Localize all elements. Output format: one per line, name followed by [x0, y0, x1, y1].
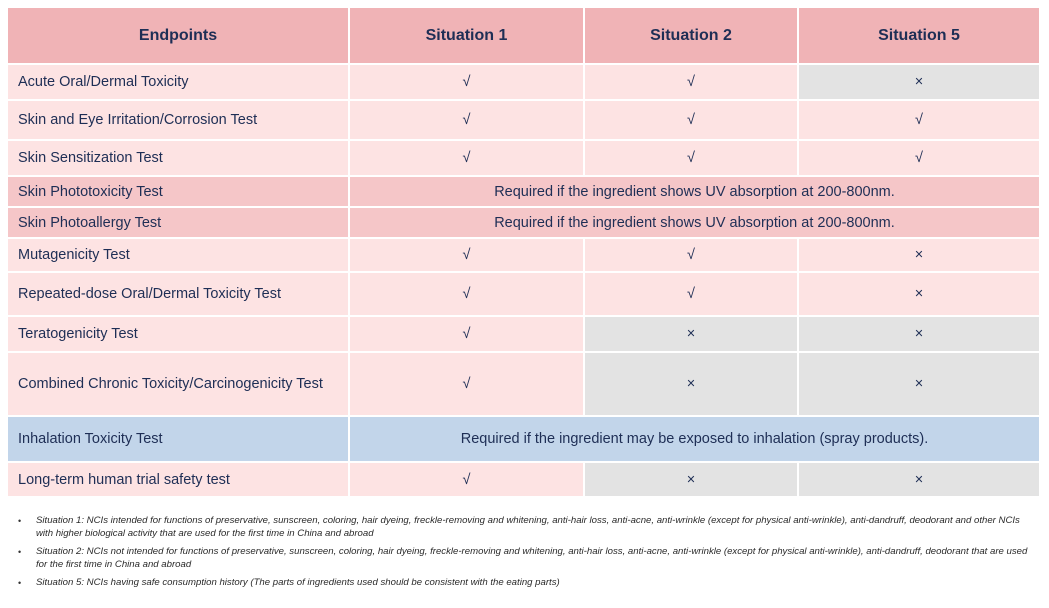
endpoint-cell: Skin Photoallergy Test [8, 208, 350, 239]
footnote-situation-2: • Situation 2: NCIs not intended for functions of preservative, sunscreen, coloring, hair dyeing, freckle-removing and whitening, anti-hair loss, anti-acne, anti-wrinkle (except for physical anti-wrinkle), anti-dandruff, deodorant that are used for the first time in China and abroad [18, 546, 1028, 571]
footnote-situation-1: • Situation 1: NCIs intended for functions of preservative, sunscreen, coloring, hair dyeing, freckle-removing and whitening, anti-hair loss, anti-acne, anti-wrinkle (except for physical anti-wrinkle), anti-dandruff, deodorant and other NCIs with higher biological activity that are used for the first time in China and abroad [18, 515, 1028, 540]
situation-5-cell: √ [799, 101, 1041, 141]
table-header-row [8, 8, 1041, 65]
situation-1-cell: √ [350, 463, 585, 498]
situation-1-cell: √ [350, 317, 585, 353]
endpoint-cell: Mutagenicity Test [8, 239, 350, 273]
situation-5-cell: √ [799, 141, 1041, 177]
situation-2-cell: √ [585, 239, 799, 273]
table-row [8, 417, 1041, 463]
header-situation-5: Situation 5 [799, 8, 1041, 65]
situation-5-cell: × [799, 239, 1041, 273]
situation-5-cell: × [799, 463, 1041, 498]
table-row [8, 177, 1041, 208]
situation-1-cell: √ [350, 273, 585, 317]
situation-2-cell: × [585, 317, 799, 353]
situation-1-cell: √ [350, 353, 585, 417]
situation-2-cell: √ [585, 273, 799, 317]
endpoint-cell: Skin and Eye Irritation/Corrosion Test [8, 101, 350, 141]
requirement-note-cell: Required if the ingredient shows UV absorption at 200-800nm. [350, 208, 1041, 239]
situation-1-cell: √ [350, 101, 585, 141]
requirement-note-cell: Required if the ingredient shows UV absorption at 200-800nm. [350, 177, 1041, 208]
situation-5-cell: × [799, 353, 1041, 417]
situation-5-cell: × [799, 65, 1041, 101]
endpoint-cell: Skin Phototoxicity Test [8, 177, 350, 208]
situation-5-cell: × [799, 317, 1041, 353]
situation-5-cell: × [799, 273, 1041, 317]
endpoint-cell: Combined Chronic Toxicity/Carcinogenicity Test [8, 353, 350, 417]
table-row [8, 463, 1041, 498]
endpoints-table [8, 8, 1041, 498]
table-row [8, 317, 1041, 353]
header-endpoints: Endpoints [8, 8, 350, 65]
endpoint-cell: Teratogenicity Test [8, 317, 350, 353]
footnotes-list [18, 515, 1028, 596]
requirement-note-cell: Required if the ingredient may be exposed to inhalation (spray products). [350, 417, 1041, 463]
situation-1-cell: √ [350, 141, 585, 177]
situation-2-cell: √ [585, 141, 799, 177]
endpoint-cell: Long-term human trial safety test [8, 463, 350, 498]
situation-2-cell: × [585, 463, 799, 498]
endpoint-cell: Acute Oral/Dermal Toxicity [8, 65, 350, 101]
header-situation-2: Situation 2 [585, 8, 799, 65]
table-row [8, 353, 1041, 417]
footnote-situation-5: • Situation 5: NCIs having safe consumption history (The parts of ingredients used should be consistent with the eating parts) [18, 577, 1028, 590]
header-situation-1: Situation 1 [350, 8, 585, 65]
situation-2-cell: × [585, 353, 799, 417]
table-row [8, 273, 1041, 317]
situation-1-cell: √ [350, 239, 585, 273]
endpoint-cell: Inhalation Toxicity Test [8, 417, 350, 463]
situation-2-cell: √ [585, 65, 799, 101]
endpoint-cell: Repeated-dose Oral/Dermal Toxicity Test [8, 273, 350, 317]
situation-2-cell: √ [585, 101, 799, 141]
table-row [8, 101, 1041, 141]
table-row [8, 141, 1041, 177]
endpoint-cell: Skin Sensitization Test [8, 141, 350, 177]
table-row [8, 239, 1041, 273]
table-row [8, 65, 1041, 101]
table-row [8, 208, 1041, 239]
situation-1-cell: √ [350, 65, 585, 101]
